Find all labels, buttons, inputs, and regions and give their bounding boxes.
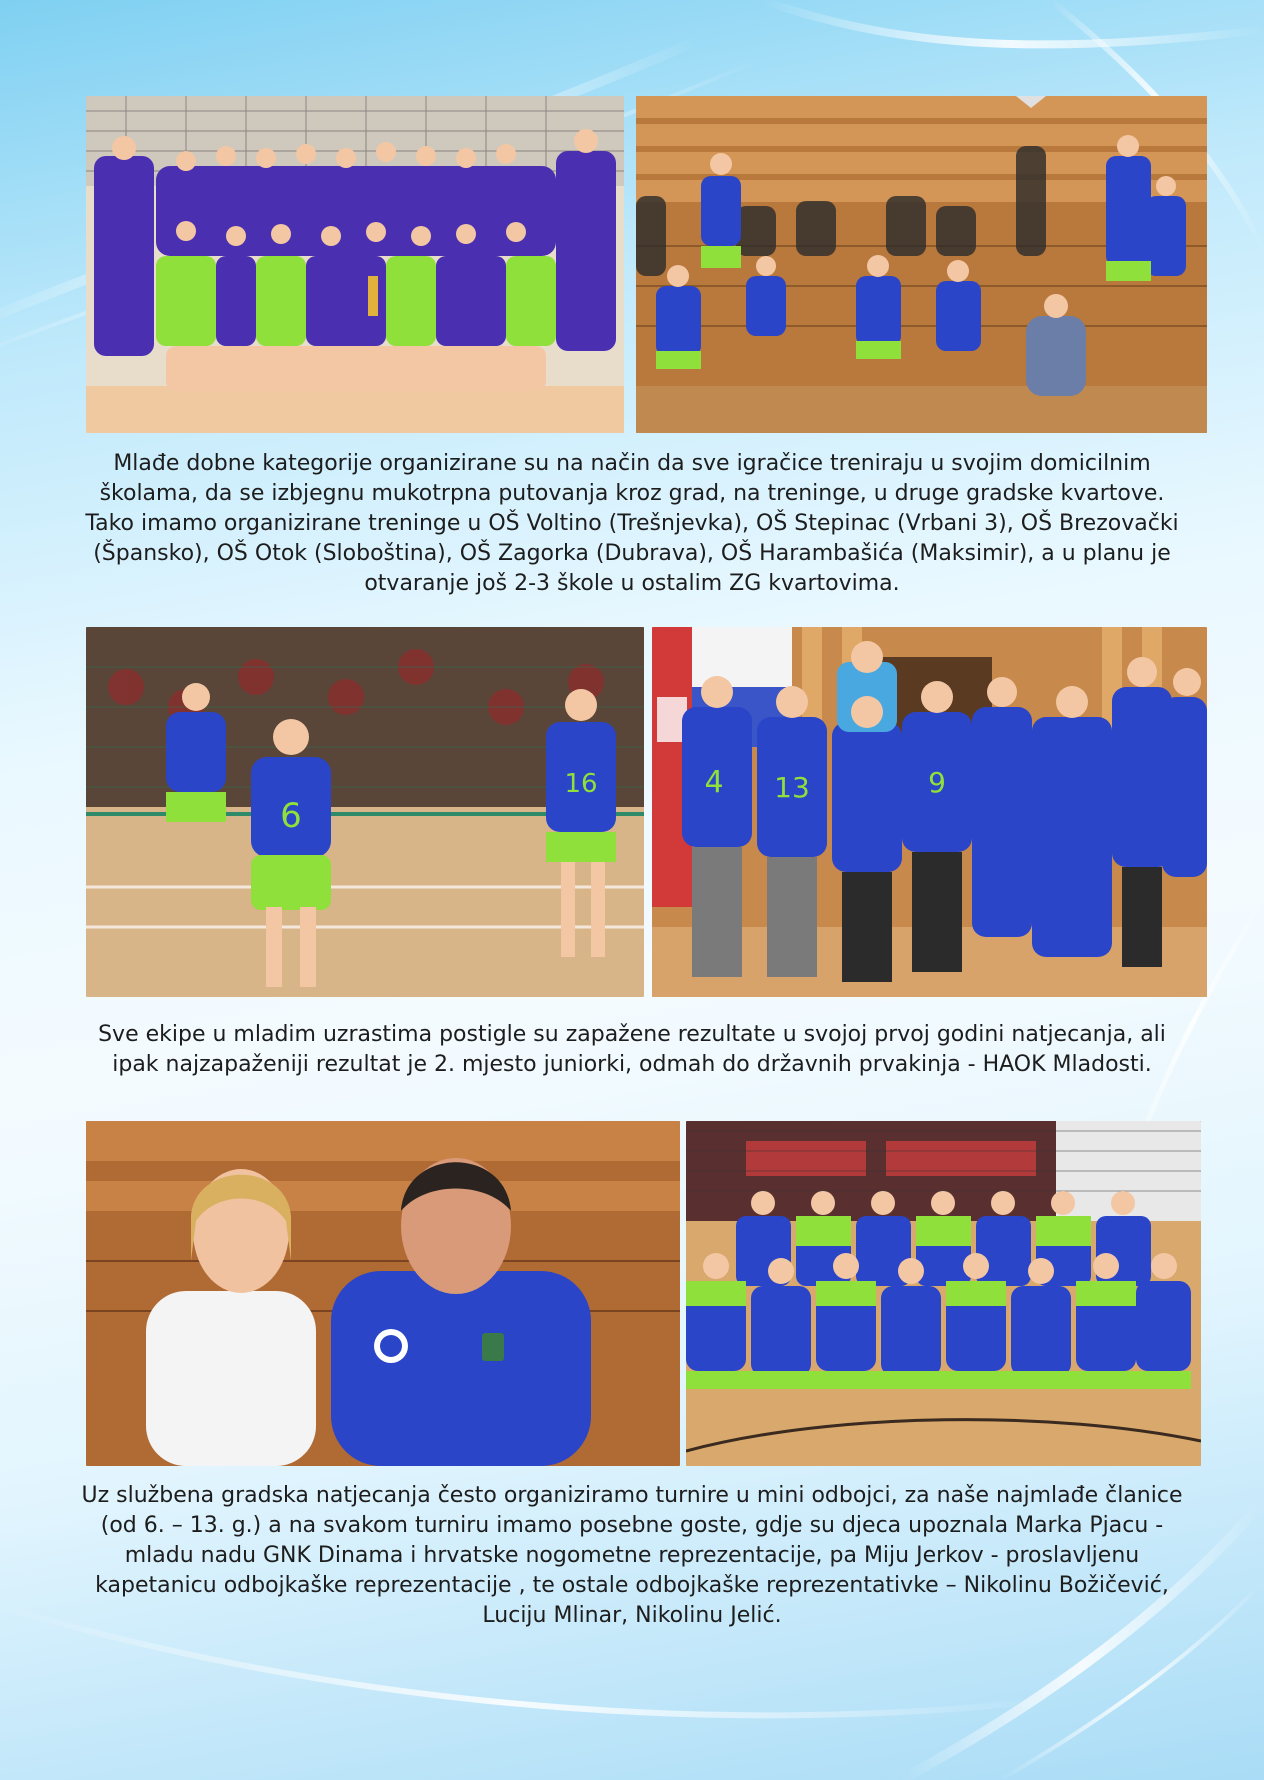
svg-text:16: 16 bbox=[564, 769, 598, 799]
paragraph-line: Tako imamo organizirane treninge u OŠ Voltino (Trešnjevka), OŠ Stepinac (Vrbani 3), OŠ Brezovački bbox=[85, 511, 1179, 536]
paragraph-line: Mlađe dobne kategorije organizirane su na način da sve igračice treniraju u svojim domicilnim bbox=[113, 451, 1151, 476]
paragraph-line: školama, da se izbjegnu mukotrpna putovanja kroz grad, na treninge, u druge gradske kvartove. bbox=[99, 481, 1165, 506]
players-posing-with-coach-by-flag bbox=[652, 627, 1207, 997]
paragraph-results bbox=[80, 1020, 1184, 1080]
junior-team-photo-on-court bbox=[686, 1121, 1201, 1466]
team-photo-with-medals bbox=[86, 96, 624, 433]
svg-text:9: 9 bbox=[928, 766, 946, 799]
paragraph-line: (Špansko), OŠ Otok (Sloboština), OŠ Zagorka (Dubrava), OŠ Harambašića (Maksimir), a u planu je bbox=[93, 541, 1171, 566]
paragraph-line: Sve ekipe u mladim uzrastima postigle su zapažene rezultate u svojoj prvoj godini natjecanja, ali bbox=[98, 1022, 1166, 1047]
svg-text:6: 6 bbox=[280, 796, 302, 836]
paragraph-line: Uz službena gradska natjecanja često organiziramo turnire u mini odbojci, za naše najmlađe članice bbox=[81, 1483, 1183, 1508]
paragraph-line: mladu nadu GNK Dinama i hrvatske nogometne reprezentacije, pa Miju Jerkov - proslavljenu bbox=[124, 1543, 1140, 1568]
players-celebrating-in-hall bbox=[636, 96, 1207, 433]
svg-text:4: 4 bbox=[704, 765, 724, 800]
svg-text:13: 13 bbox=[774, 771, 810, 804]
player-and-coach-portrait bbox=[86, 1121, 680, 1466]
paragraph-line: ipak najzapaženiji rezultat je 2. mjesto juniorki, odmah do državnih prvakinja - HAOK Mladosti. bbox=[112, 1052, 1152, 1077]
paragraph-tournaments-and-guests bbox=[80, 1481, 1184, 1631]
paragraph-line: (od 6. – 13. g.) a na svakom turniru imamo posebne goste, gdje su djeca upoznala Marka Pjacu - bbox=[100, 1513, 1164, 1538]
paragraph-line: kapetanicu odbojkaške reprezentacije , te ostale odbojkaške reprezentativke – Nikolinu Božičević, bbox=[95, 1573, 1169, 1598]
young-players-cheering-on-court bbox=[86, 627, 644, 997]
paragraph-line: Luciju Mlinar, Nikolinu Jelić. bbox=[482, 1603, 782, 1628]
paragraph-training-locations bbox=[80, 449, 1184, 599]
paragraph-line: otvaranje još 2-3 škole u ostalim ZG kvartovima. bbox=[364, 571, 900, 596]
